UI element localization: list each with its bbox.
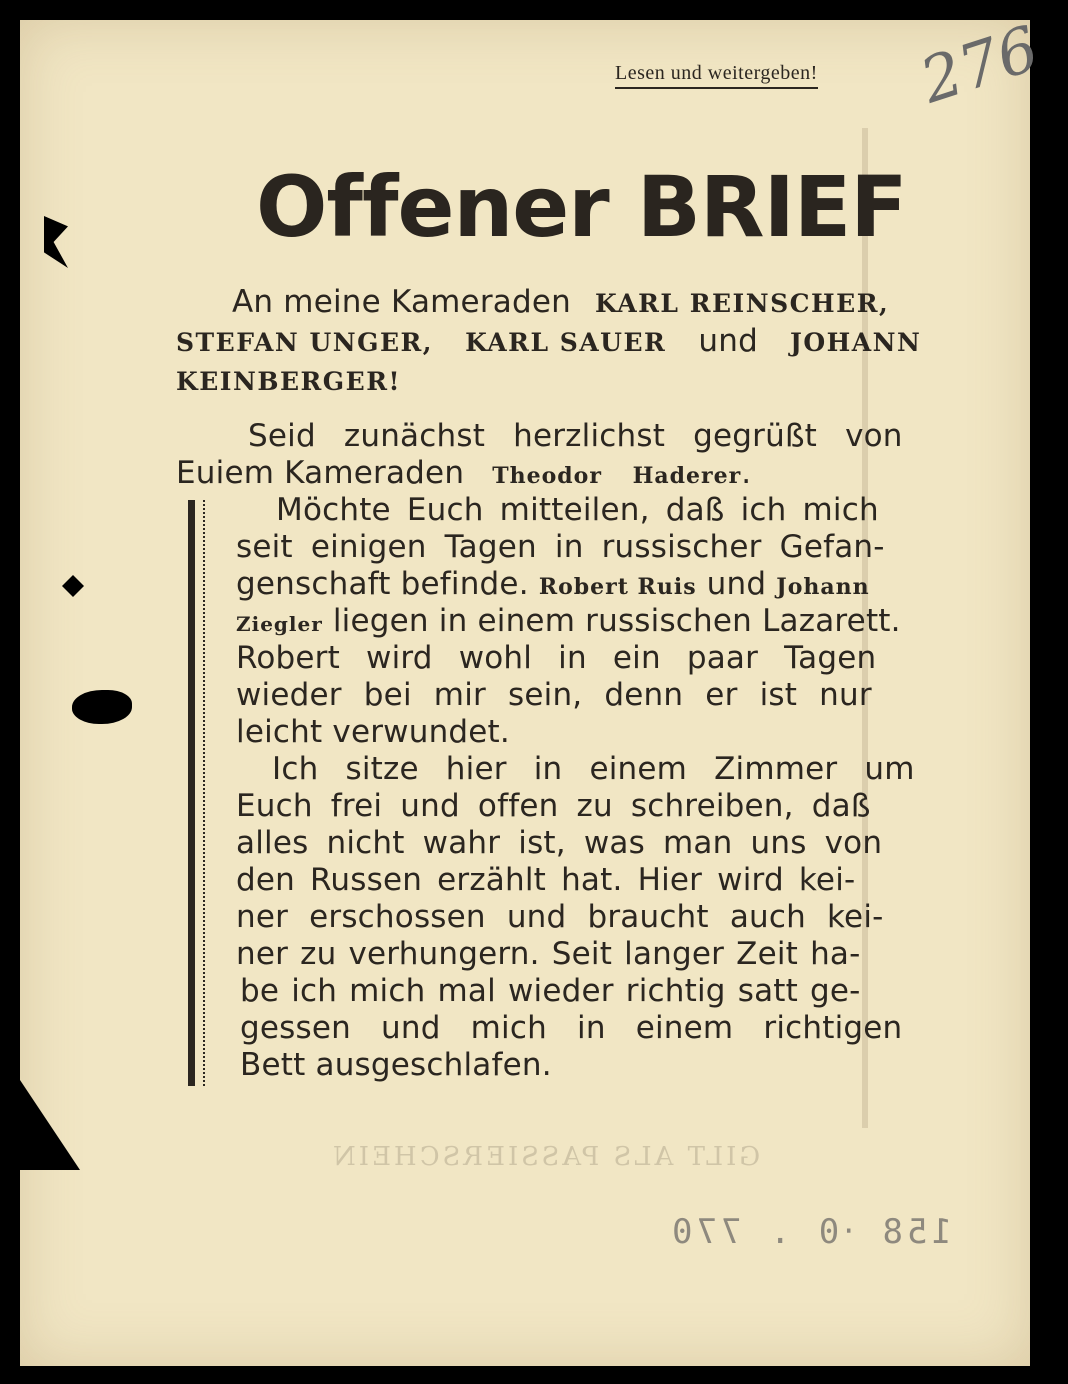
body-line: seit einigen Tagen in russischer Gefan- xyxy=(236,529,885,565)
recipient-name: JOHANN xyxy=(790,328,922,357)
ink-blot xyxy=(72,690,132,724)
body-line: Ich sitze hier in einem Zimmer um xyxy=(272,751,915,787)
body-text: genschaft befinde. xyxy=(236,566,529,602)
page-title: Offener BRIEF xyxy=(256,158,907,256)
sender-name: Theodor Haderer xyxy=(492,463,742,489)
address-conjunction: und xyxy=(698,323,758,359)
body-text: liegen in einem russischen Lazarett. xyxy=(332,603,901,639)
body-line: wieder bei mir sein, denn er ist nur xyxy=(236,677,872,713)
person-name: Ziegler xyxy=(236,612,323,636)
recipient-name: STEFAN UNGER, xyxy=(176,328,433,357)
margin-dotted-rule xyxy=(203,500,205,1086)
body-line: Euch frei und offen zu schreiben, daß xyxy=(236,788,871,824)
greeting-period: . xyxy=(741,455,752,491)
body-line xyxy=(236,566,870,602)
body-line: gessen und mich in einem richtigen xyxy=(240,1010,903,1046)
header-note: Lesen und weitergeben! xyxy=(615,62,818,89)
address-lead: An meine Kameraden xyxy=(232,284,571,320)
address-line-2 xyxy=(176,323,921,359)
body-line: Möchte Euch mitteilen, daß ich mich xyxy=(276,492,879,528)
address-line-3 xyxy=(176,362,401,398)
handwritten-number: 276 xyxy=(912,11,1048,118)
body-line: ner erschossen und braucht auch kei- xyxy=(236,899,884,935)
margin-rule xyxy=(188,500,195,1086)
body-line xyxy=(236,603,901,639)
body-line: Bett ausgeschlafen. xyxy=(240,1047,552,1083)
body-line: den Russen erzählt hat. Hier wird kei- xyxy=(236,862,856,898)
greeting-line-2 xyxy=(176,455,751,491)
address-line-1 xyxy=(232,284,889,320)
greeting-line-1: Seid zunächst herzlichst gegrüßt von xyxy=(248,418,903,454)
body-line: Robert wird wohl in ein paar Tagen xyxy=(236,640,877,676)
person-name: Johann xyxy=(776,574,870,600)
body-line: ner zu verhungern. Seit langer Zeit ha- xyxy=(236,936,861,972)
person-name: Robert Ruis xyxy=(538,574,697,600)
show-through-text: GILT ALS PASSIERSCHEIN xyxy=(330,1142,761,1172)
recipient-name: KEINBERGER! xyxy=(176,367,401,396)
body-line: be ich mich mal wieder richtig satt ge- xyxy=(240,973,861,1009)
recipient-name: KARL REINSCHER, xyxy=(595,289,890,318)
greeting-text: Euiem Kameraden xyxy=(176,455,465,491)
recipient-name: KARL SAUER xyxy=(465,328,667,357)
body-text: und xyxy=(706,566,767,602)
body-line: alles nicht wahr ist, was man uns von xyxy=(236,825,883,861)
body-line: leicht verwundet. xyxy=(236,714,510,750)
ink-stamp: 158 ‧0 . 770 xyxy=(668,1212,952,1252)
